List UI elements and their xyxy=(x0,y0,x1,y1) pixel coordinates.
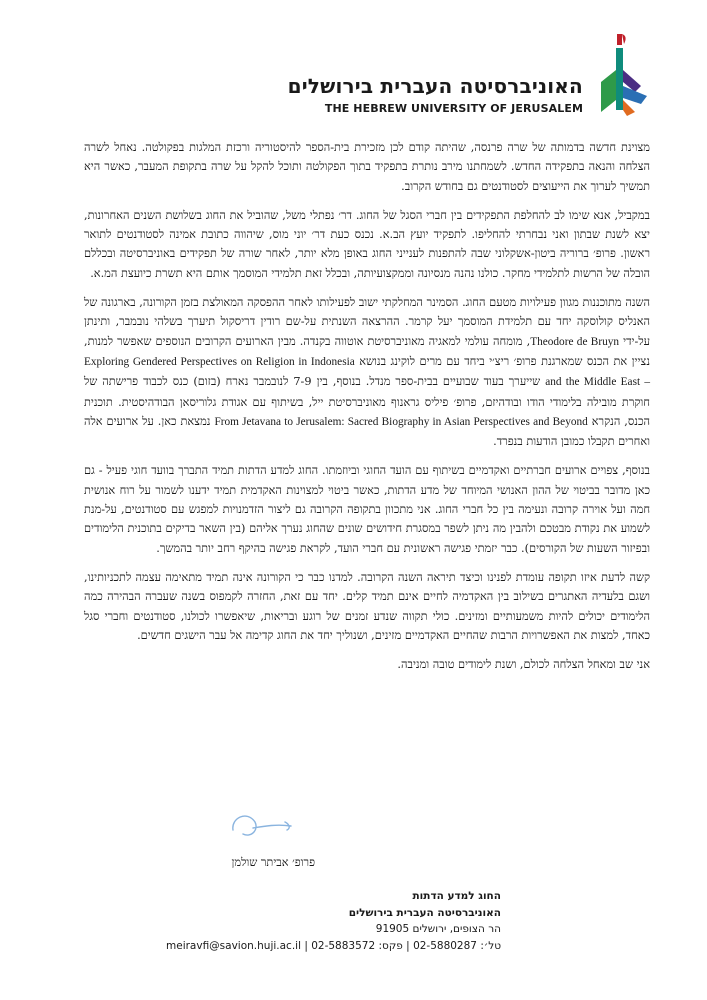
logo-stem xyxy=(616,48,623,110)
signer-name: פרופ׳ אביתר שולמן xyxy=(231,856,315,869)
paragraph-3-part-b: , מומחה עולמי למאגיה מאוניברסיטת אוטווה בקנדה. מבין הארועים הקרובים הנוספים שאפשר למנות, נציין את הכנס שמארגנת פרופ׳ ריצ׳י ביחד עם מרים לוקינג בנושא xyxy=(84,334,651,368)
university-logo-icon xyxy=(595,30,659,120)
postal-address: הר הצופים, ירושלים 91905 xyxy=(375,923,501,935)
paragraph-3-part-a: השנה מתוכננות מגוון פעילויות מטעם החוג. הסמינר המחלקתי ישוב לפעילותו לאחר ההפסקה המאולצת בזמן הקורונה, בארגונה של האנליס קולוסקה יחד עם תלמידת המוסמך יעל קרמר. ההרצאה השנתית על-שם רודין דריסקול תיערך בשלהי נובמבר, ותינתן על-ידי xyxy=(84,296,650,348)
department-name: החוג למדע הדתות xyxy=(412,890,501,902)
letter-paragraph-5: קשה לדעת איזו תקופה עומדת לפנינו וכיצד תיראה השנה הקרובה. למדנו כבר כי הקורונה אינה תמיד מתאימה עצמה לתכניותינו, ושגם בלעדיה האתגרים בשילוב בין האקדמיה לחיים אינם תמיד קלים. יחד עם זאת, החזרה לקמפוס בשנה שעברה הבהירה כמה הלימודים יכולים להיות משמעותיים ומזינים. כולי תקווה שנדע זמנים של רוגע ובריאות, שיאפשרו לכולנו, סטודנטים וחברי סגל כאחד, למצות את האפשרויות הרבות שהחיים האקדמיים מזינים, ושנוליך יחד את החוג קדימה אל עבר הישגים חדשים. xyxy=(84,570,650,642)
university-name-english: THE HEBREW UNIVERSITY OF JERUSALEM xyxy=(324,102,583,115)
letter-paragraph-4: בנוסף, צפויים ארועים חברתיים ואקדמיים בשיתוף עם הועד החוגי וביוזמתו. החוג למדע הדתות תמיד התברך בוועד חוגי פעיל - גם כאן מדובר בביטוי של ההון האנושי המיוחד של מדע הדתות, כאשר ביטוי למצוינות האקדמית תמיד ידענו לשמור על רוח אנושית חמה ועל אוירה קרובה ונעימה בין כל חברי החוג. אני מתכוון בתקופה הקרובה גם ליצור הזדמנויות למפגש עם סטודנטים, על-מנת לשמוע את נקודת מבטכם ולהבין מה ניתן לשפר במסגרת חידושים שונים שהחוג נערך אליהם (בין השאר בדיקים בתוכנית הלימודים ובפיזור השעות של הקורסים). כבר יזמתי פגישה ראשונית עם חברי הועד, לקראת פגישה בהיקף רחב יותר בהמשך. xyxy=(84,464,650,555)
logo-flame-tip xyxy=(622,34,626,44)
logo-left-wing xyxy=(601,70,616,112)
letter-paragraph-1: מצוינת חדשה בדמותה של שרה פרנסה, שהיתה קודם לכן מזכירת בית-הספר להיסטוריה ורכזת המלגות בפקולטה. נאחל לשרה הצלחה והנאה בתפקידה החדש. לשמחתנו מירב נותרת בתפקיד בתוך הפקולטה ותוכל להקל על שרה בתקופת המעבר, כאשר היא תמשיך לערוך את הייעוצים לסטודנטים גם בחודש הקרוב. xyxy=(84,141,650,193)
letter-footer xyxy=(166,888,501,954)
letterhead xyxy=(39,30,659,120)
paragraph-3-part-d: נמצאת כאן. על ארועים אלה ואחרים תקבלו כמובן הודעות בנפרד. xyxy=(84,414,650,449)
logo-right-wing-lower xyxy=(623,100,635,116)
letter-closing: אני שב ומאחל הצלחה לכולם, ושנת לימודים טובה ומניבה. xyxy=(397,658,650,672)
conference-title-2: From Jetavana to Jerusalem: Sacred Biography in Asian Perspectives and Beyond xyxy=(214,415,588,428)
letter-body xyxy=(84,138,650,684)
letter-paragraph-2: במקביל, אנא שימו לב להחלפת התפקידים בין חברי הסגל של החוג. דר׳ נפתלי משל, שהוביל את החוג בשלושת השנים האחרונות, יצא לשנת שבתון ואני נבחרתי להחליפו. לתפקיד יועץ הב.א. נכנס כעת דר׳ יוני מוס, שיהווה כתובת אמינה לסטודנטים לתואר ראשון. פרופ׳ ברוריה ביטון-אשקלוני שבה להתפנות לענייני החוג באופן מלא יותר, לאחר שורה של תפקידים באוניברסיטה ובכללם הובלה של הרשות לתלמידי מחקר. כולנו נהנה מנסיונה וממקצועיותה, ובכלל זאת תלמידי המוסמך אותם היא תשרת כיועצת המ.א. xyxy=(84,208,650,280)
lecturer-name: Theodore de Bruyn xyxy=(530,335,620,348)
letter-paragraph-3 xyxy=(84,293,650,451)
footer-university-name: האוניברסיטה העברית בירושלים xyxy=(348,906,501,919)
university-name-hebrew: האוניברסיטה העברית בירושלים xyxy=(287,74,583,98)
handwritten-signature xyxy=(225,800,305,850)
conference-title-1: Exploring Gendered Perspectives on Religion in Indonesia and the Middle East – xyxy=(84,355,650,389)
contact-details: טל׳: 02-5880287 | פקס: 02-5883572 | meiravfi@savion.huji.ac.il xyxy=(166,939,501,952)
paragraph-3-part-c: שייערך בעוד שבועיים בבית-ספר מנדל. בנוסף, בין 7-9 לנובמבר נארח (בזום) כנס לכבוד פרישתה של חוקרת מובילה בלימודי הודו ובודהיזם, פרופ׳ פיליס גראנוף מאוניברסיטת ייל, בשיתוף עם אגודת גלוריסאן הבודהיסטית. תוכנית הכנס, הנקרא xyxy=(84,375,650,428)
logo-flame xyxy=(617,34,622,45)
